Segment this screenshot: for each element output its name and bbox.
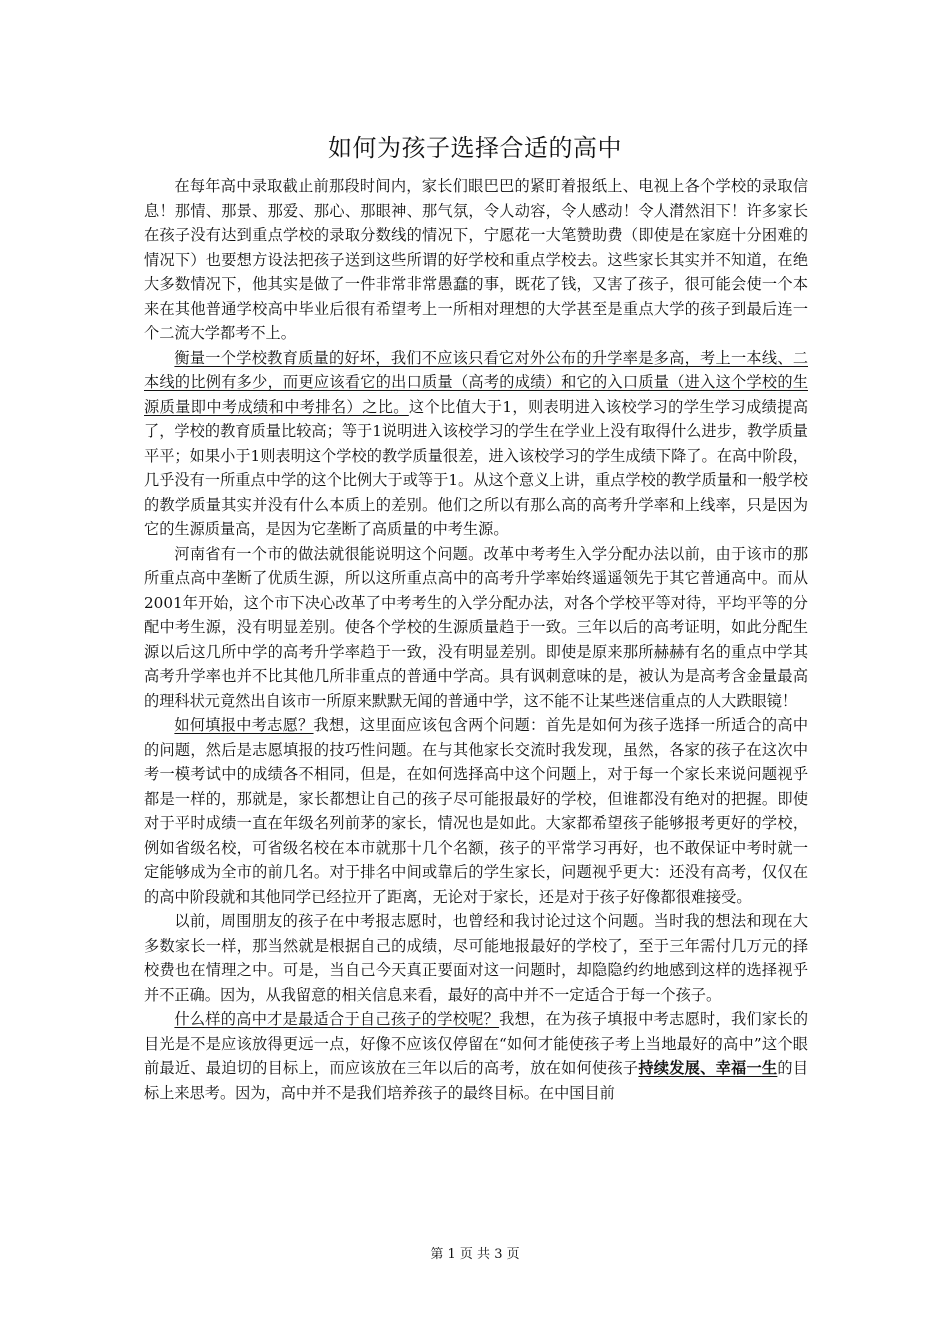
paragraph-6 (144, 1007, 808, 1105)
page-number-footer: 第 1 页 共 3 页 (430, 1247, 520, 1262)
paragraph-6-bold: 持续发展、幸福一生 (638, 1059, 778, 1077)
paragraph-2 (144, 346, 808, 542)
paragraph-4-underlined: 如何填报中考志愿？ (174, 716, 314, 734)
paragraph-2-underlined: 衡量一个学校教育质量的好坏，我们不应该只看它对外公布的升学率是多高，考上一本线、二本线的比例有多少，而更应该看它的出口质量（高考的成绩）和它的入口质量（进入这个学校的生源质量即中考成绩和中考排名）之比。 (144, 348, 808, 416)
paragraph-6-end: 的目标上来思考。因为，高中并不是我们培养孩子的最终目标。在中国目前 (144, 1059, 809, 1102)
paragraph-4 (144, 713, 808, 909)
paragraph-1: 在每年高中录取截止前那段时间内，家长们眼巴巴的紧盯着报纸上、电视上各个学校的录取信息！那情、那景、那爱、那心、那眼神、那气氛，令人动容，令人感动！令人潸然泪下！许多家长在孩子没有达到重点学校的录取分数线的情况下，宁愿花一大笔赞助费（即使是在家庭十分困难的情况下）也要想方设法把孩子送到这些所谓的好学校和重点学校去。这些家长其实并不知道，在绝大多数情况下，他其实是做了一件非常非常愚蠢的事，既花了钱，又害了孩子，很可能会使一个本来在其他普通学校高中毕业后很有希望考上一所相对理想的大学甚至是重点大学的孩子到最后连一个二流大学都考不上。 (144, 177, 808, 342)
document-title: 如何为孩子选择合适的高中 (328, 134, 622, 162)
paragraph-5: 以前，周围朋友的孩子在中考报志愿时，也曾经和我讨论过这个问题。当时我的想法和现在大多数家长一样，那当然就是根据自己的成绩，尽可能地报最好的学校了，至于三年需付几万元的择校费也在情理之中。可是，当自己今天真正要面对这一问题时，却隐隐约约地感到这样的选择视乎并不正确。因为，从我留意的相关信息来看，最好的高中并不一定适合于每一个孩子。 (144, 912, 808, 1004)
paragraph-3: 河南省有一个市的做法就很能说明这个问题。改革中考考生入学分配办法以前，由于该市的那所重点高中垄断了优质生源，所以这所重点高中的高考升学率始终遥遥领先于其它普通高中。而从2001年开始，这个市下决心改革了中考考生的入学分配办法，对各个学校平等对待，平均平等的分配中考生源，没有明显差别。使各个学校的生源质量趋于一致。三年以后的高考证明，如此分配生源以后这几所中学的高考升学率趋于一致，没有明显差别。即使是原来那所赫赫有名的重点中学其高考升学率也并不比其他几所非重点的普通中学高。具有讽刺意味的是，被认为是高考含金量最高的理科状元竟然出自该市一所原来默默无闻的普通中学，这不能不让某些迷信重点的人大跌眼镜！ (144, 544, 808, 710)
paragraph-6-mid: 我想，在为孩子填报中考志愿时，我们家长的目光是不是应该放得更远一点，好像不应该仅停留在“如何才能使孩子考上当地最好的高中”这个眼前最近、最迫切的目标上，而应该放在三年以后的高考，放在如何使孩子 (144, 1010, 809, 1077)
paragraph-4-rest: 我想，这里面应该包含两个问题：首先是如何为孩子选择一所适合的高中的问题，然后是志愿填报的技巧性问题。在与其他家长交流时我发现，虽然，各家的孩子在这次中考一模考试中的成绩各不相同，但是，在如何选择高中这个问题上，对于每一个家长来说问题视乎都是一样的，那就是，家长都想让自己的孩子尽可能报最好的学校，但谁都没有绝对的把握。即使对于平时成绩一直在年级名列前茅的家长，情况也是如此。大家都希望孩子能够报考更好的学校，例如省级名校，可省级名校在本市就那十几个名额，孩子的平常学习再好，也不敢保证中考时就一定能够成为全市的前几名。对于排名中间或靠后的学生家长，问题视乎更大：还没有高考，仅仅在的高中阶段就和其他同学已经拉开了距离，无论对于家长，还是对于孩子好像都很难接受。 (144, 716, 809, 906)
paragraph-2-rest: 这个比值大于1，则表明进入该校学习的学生学习成绩提高了，学校的教育质量比较高；等于1说明进入该校学习的学生在学业上没有取得什么进步，教学质量平平；如果小于1则表明这个学校的教学质量很差，进入该校学习的学生成绩下降了。在高中阶段，几乎没有一所重点中学的这个比例大于或等于1。从这个意义上讲，重点学校的教学质量和一般学校的教学质量其实并没有什么本质上的差别。他们之所以有那么高的高考升学率和上线率，只是因为它的生源质量高，是因为它垄断了高质量的中考生源。 (144, 397, 809, 538)
document-body (144, 174, 808, 1105)
paragraph-6-underlined: 什么样的高中才是最适合于自己孩子的学校呢？ (174, 1010, 500, 1028)
